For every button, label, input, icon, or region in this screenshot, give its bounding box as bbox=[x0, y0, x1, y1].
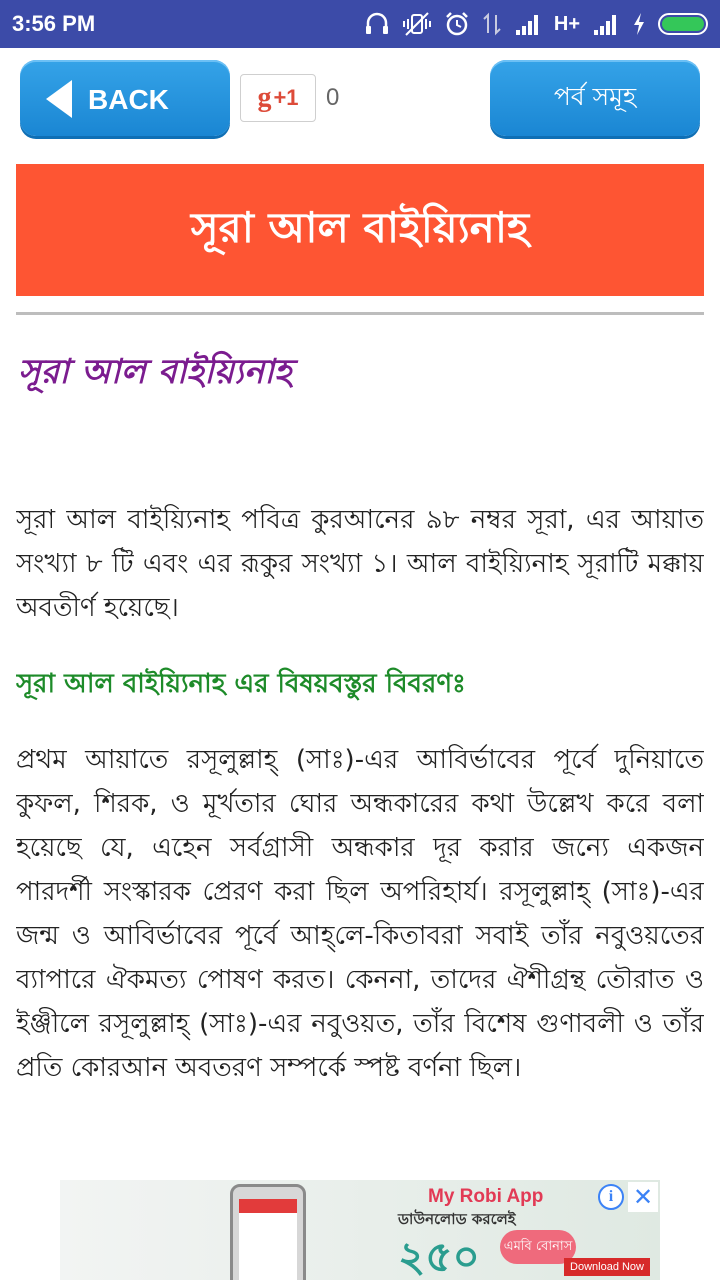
ad-banner[interactable] bbox=[60, 1180, 660, 1280]
article-subtitle: সূরা আল বাইয়্যিনাহ bbox=[18, 352, 292, 392]
back-arrow-icon bbox=[46, 80, 72, 118]
google-plus-one-button[interactable] bbox=[240, 74, 316, 122]
status-icons bbox=[364, 9, 708, 39]
intro-paragraph: সূরা আল বাইয়্যিনাহ পবিত্র কুরআনের ৯৮ নম্বর সূরা, এর আয়াত সংখ্যা ৮ টি এবং এর রূকুর সংখ্যা ১। আল বাইয়্যিনাহ সূরাটি মক্কায় অবতীর্ণ হয়েছে। bbox=[16, 505, 704, 623]
back-button[interactable] bbox=[20, 60, 230, 136]
ad-close-icon[interactable]: ✕ bbox=[628, 1182, 658, 1212]
divider bbox=[16, 312, 704, 315]
ad-title: My Robi App bbox=[428, 1186, 544, 1207]
plus-one-label: +1 bbox=[273, 85, 299, 110]
ad-download-button[interactable]: Download Now bbox=[564, 1258, 650, 1276]
description-paragraph: প্রথম আয়াতে রসূলুল্লাহ্‌ (সাঃ)-এর আবির্ভাবের পূর্বে দুনিয়াতে কুফল, শিরক, ও মূর্খতার ঘোর অন্ধকারের কথা উল্লেখ করে বলা হয়েছে যে, এহেন সর্বগ্রাসী অন্ধকার দূর করার জন্যে একজন পারদর্শী সংস্কারক প্রেরণ করা ছিল অপরিহার্য। রসূলুল্লাহ্‌ (সাঃ)-এর জন্ম ও আবির্ভাবের পূর্বে আহ্‌লে-কিতাবরা সবাই তাঁর নবুওয়তের ব্যাপারে ঐকমত্য পোষণ করত। কেননা, তাদের ঐশীগ্রন্থ তৌরাত ও ইঞ্জীলে রসূলুল্লাহ্‌ (সাঃ)-এর নবুওয়ত, তাঁর বিশেষ গুণাবলী ও তাঁর প্রতি কোরআন অবতরণ সম্পর্কে স্পষ্ট বর্ণনা ছিল। bbox=[16, 745, 704, 1083]
charging-icon bbox=[632, 12, 646, 36]
page-title-banner: সূরা আল বাইয়্যিনাহ bbox=[16, 164, 704, 296]
plus-one-count: 0 bbox=[326, 84, 340, 111]
headset-icon bbox=[364, 11, 390, 37]
battery-icon bbox=[658, 13, 708, 35]
vibrate-off-icon bbox=[402, 11, 432, 37]
phone-image bbox=[230, 1184, 306, 1280]
network-type: H+ bbox=[553, 12, 580, 35]
google-plus-icon: g bbox=[257, 82, 272, 113]
status-bar bbox=[0, 0, 720, 48]
alarm-icon bbox=[444, 11, 470, 37]
data-arrows-icon bbox=[482, 11, 502, 37]
signal-icon bbox=[514, 12, 542, 36]
ad-big-number: ২৫০ bbox=[398, 1233, 480, 1280]
status-time: 3:56 PM bbox=[12, 11, 96, 36]
section-heading: সূরা আল বাইয়্যিনাহ এর বিষয়বস্তুর বিবরণঃ bbox=[16, 669, 466, 699]
article-content[interactable] bbox=[16, 340, 704, 1172]
ad-subtitle: ডাউনলোড করলেই bbox=[398, 1210, 516, 1228]
back-button-label: BACK bbox=[88, 84, 169, 115]
signal-icon bbox=[592, 12, 620, 36]
chapters-button[interactable]: পর্ব সমূহ bbox=[490, 60, 700, 136]
ad-bonus-pill: এমবি বোনাস bbox=[500, 1230, 576, 1264]
ad-info-icon[interactable]: i bbox=[598, 1184, 624, 1210]
